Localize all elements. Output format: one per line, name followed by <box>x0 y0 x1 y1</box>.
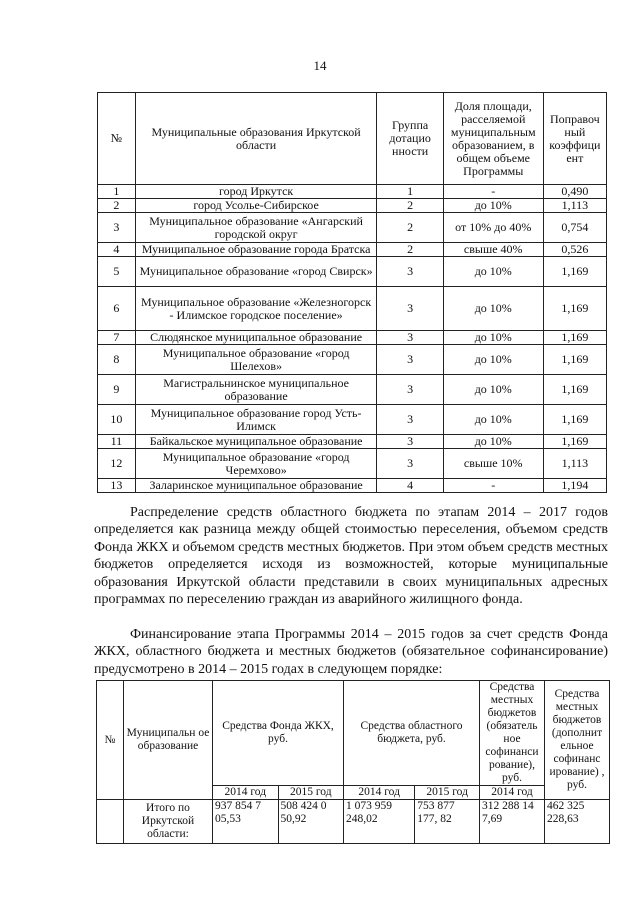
cell-group: 3 <box>377 405 443 435</box>
cell-num: 3 <box>98 213 136 243</box>
cell-name: Муниципальное образование «Ангарский городской округ <box>135 213 377 243</box>
total-label: Итого по Иркутской области: <box>124 800 213 844</box>
table-row <box>98 185 607 199</box>
cell-name: Муниципальное образование «город Свирск» <box>135 257 377 287</box>
cell-group: 2 <box>377 199 443 213</box>
cell-share: до 10% <box>443 287 543 331</box>
cell-coef: 1,194 <box>543 479 606 493</box>
cell-share: - <box>443 479 543 493</box>
cell-num: 6 <box>98 287 136 331</box>
cell-num: 13 <box>98 479 136 493</box>
year-cell: 2014 год <box>344 786 415 800</box>
cell-num: 7 <box>98 331 136 345</box>
cell-share: свыше 10% <box>443 449 543 479</box>
year-cell: 2015 год <box>415 786 480 800</box>
table-header-row <box>98 93 607 185</box>
table-row <box>98 213 607 243</box>
cell-coef: 1,169 <box>543 435 606 449</box>
total-regional-2014: 1 073 959 248,02 <box>344 800 415 844</box>
cell-coef: 0,754 <box>543 213 606 243</box>
cell-name: Заларинское муниципальное образование <box>135 479 377 493</box>
year-cell: 2014 год <box>480 786 545 800</box>
header-num: № <box>97 681 124 800</box>
table-row <box>98 449 607 479</box>
total-row <box>97 800 610 844</box>
header-municipality: Муниципальн ое образование <box>124 681 213 800</box>
table-row <box>98 435 607 449</box>
cell-name: Муниципальное образование города Братска <box>135 243 377 257</box>
table-row <box>98 257 607 287</box>
table-row <box>98 199 607 213</box>
cell-num: 10 <box>98 405 136 435</box>
cell-group: 1 <box>377 185 443 199</box>
financing-table <box>96 680 610 844</box>
cell-share: - <box>443 185 543 199</box>
table-row <box>98 243 607 257</box>
cell-name: Магистральнинское муниципальное образование <box>135 375 377 405</box>
cell-share: до 10% <box>443 331 543 345</box>
cell-num: 1 <box>98 185 136 199</box>
cell-name: город Усолье-Сибирское <box>135 199 377 213</box>
cell-coef: 1,169 <box>543 287 606 331</box>
cell-name: город Иркутск <box>135 185 377 199</box>
cell-coef: 0,526 <box>543 243 606 257</box>
cell-group: 3 <box>377 345 443 375</box>
cell-share: свыше 40% <box>443 243 543 257</box>
header-share: Доля площади, расселяемой муниципальным образованием, в общем объеме Программы <box>443 93 543 185</box>
table-row <box>98 479 607 493</box>
cell-group: 3 <box>377 331 443 345</box>
cell-group: 4 <box>377 479 443 493</box>
cell-share: до 10% <box>443 199 543 213</box>
table-header-row <box>97 681 610 786</box>
table-row <box>98 345 607 375</box>
cell-group: 3 <box>377 435 443 449</box>
cell-share: от 10% до 40% <box>443 213 543 243</box>
total-local-mandatory: 312 288 14 7,69 <box>480 800 545 844</box>
table-row <box>98 331 607 345</box>
header-regional: Средства областного бюджета, руб. <box>344 681 480 786</box>
cell-coef: 1,169 <box>543 331 606 345</box>
cell-group: 3 <box>377 449 443 479</box>
cell-group: 3 <box>377 375 443 405</box>
cell-name: Муниципальное образование «город Шелехов» <box>135 345 377 375</box>
cell-num <box>97 800 124 844</box>
page-number: 14 <box>313 58 327 73</box>
cell-share: до 10% <box>443 435 543 449</box>
cell-coef: 0,490 <box>543 185 606 199</box>
cell-coef: 1,169 <box>543 345 606 375</box>
cell-coef: 1,169 <box>543 257 606 287</box>
cell-name: Муниципальное образование «Железногорск - Илимское городское поселение» <box>135 287 377 331</box>
header-local-additional: Средства местных бюджетов (дополнит ельное софинанс ирование) , руб. <box>545 681 610 800</box>
cell-name: Муниципальное образование город Усть-Илимск <box>135 405 377 435</box>
header-fund: Средства Фонда ЖКХ, руб. <box>213 681 344 786</box>
cell-group: 2 <box>377 243 443 257</box>
header-local-mandatory: Средства местных бюджетов (обязатель ное софинанси рование), руб. <box>480 681 545 786</box>
cell-group: 3 <box>377 287 443 331</box>
year-cell: 2014 год <box>213 786 279 800</box>
cell-coef: 1,113 <box>543 199 606 213</box>
cell-name: Муниципальное образование «город Черемхово» <box>135 449 377 479</box>
cell-name: Байкальское муниципальное образование <box>135 435 377 449</box>
cell-share: до 10% <box>443 257 543 287</box>
cell-coef: 1,169 <box>543 375 606 405</box>
cell-num: 11 <box>98 435 136 449</box>
cell-share: до 10% <box>443 405 543 435</box>
header-group: Группа дотацио нности <box>377 93 443 185</box>
total-fund-2014: 937 854 7 05,53 <box>213 800 279 844</box>
cell-coef: 1,113 <box>543 449 606 479</box>
table-row <box>98 405 607 435</box>
municipal-coefficients-table <box>97 92 607 493</box>
cell-group: 3 <box>377 257 443 287</box>
cell-num: 12 <box>98 449 136 479</box>
cell-share: до 10% <box>443 375 543 405</box>
paragraph-financing: Финансирование этапа Программы 2014 – 2015 годов за счет средств Фонда ЖКХ, областного бюджета и местных бюджетов (обязательное софинансирование) предусмотрено в 2014 – 2015 годах в следующем порядке: <box>94 627 608 677</box>
header-coefficient: Поправоч ный коэффици ент <box>543 93 606 185</box>
table-row <box>98 375 607 405</box>
total-local-additional: 462 325 228,63 <box>545 800 610 844</box>
header-num: № <box>98 93 136 185</box>
cell-name: Слюдянское муниципальное образование <box>135 331 377 345</box>
paragraph-distribution: Распределение средств областного бюджета по этапам 2014 – 2017 годов определяется как разница между общей стоимостью переселения, объемом средств Фонда ЖКХ и объемом средств местных бюджетов. При этом объем средств местных бюджетов определяется исходя из возможностей, которые муниципальные образования Иркутской области представили в своих муниципальных адресных программах по переселению граждан из аварийного жилищного фонда. <box>94 505 608 608</box>
total-fund-2015: 508 424 0 50,92 <box>278 800 344 844</box>
cell-num: 2 <box>98 199 136 213</box>
cell-num: 8 <box>98 345 136 375</box>
cell-num: 5 <box>98 257 136 287</box>
cell-share: до 10% <box>443 345 543 375</box>
table-row <box>98 287 607 331</box>
year-cell: 2015 год <box>278 786 344 800</box>
cell-coef: 1,169 <box>543 405 606 435</box>
cell-num: 9 <box>98 375 136 405</box>
cell-group: 2 <box>377 213 443 243</box>
header-municipality: Муниципальные образования Иркутской области <box>135 93 377 185</box>
cell-num: 4 <box>98 243 136 257</box>
total-regional-2015: 753 877 177, 82 <box>415 800 480 844</box>
